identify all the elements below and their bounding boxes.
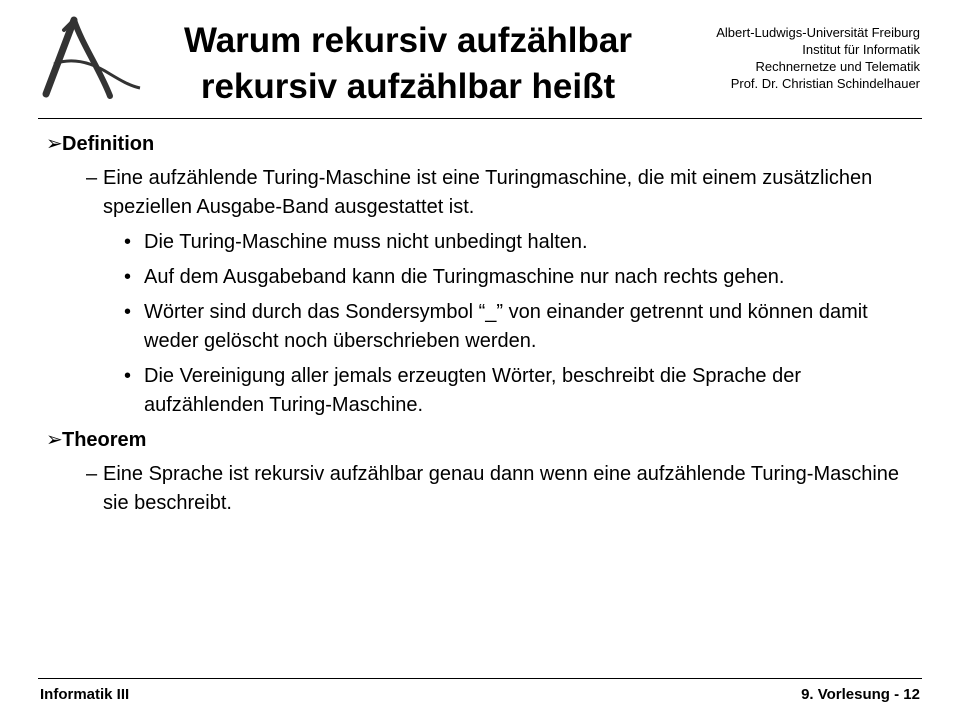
dot-bullet: • <box>124 231 132 253</box>
affiliation-group: Rechnernetze und Telematik <box>755 59 920 74</box>
university-logo <box>40 14 150 100</box>
sub-bullet-text: Wörter sind durch das Sondersymbol “_” von einander getrennt und können damit weder gelöscht noch überschrieben werden. <box>144 301 868 352</box>
dot-bullet: • <box>124 301 132 323</box>
affiliation-institute: Institut für Informatik <box>802 42 920 57</box>
section-heading-label: Definition <box>62 133 155 155</box>
affiliation-professor: Prof. Dr. Christian Schindelhauer <box>730 76 920 91</box>
theorem-item <box>46 460 926 518</box>
definition-item <box>46 164 926 222</box>
section-heading-definition <box>46 130 926 158</box>
dot-bullet: • <box>124 365 132 387</box>
arrow-bullet-icon: ➢ <box>46 133 63 155</box>
affiliation-block <box>640 24 920 92</box>
arrow-bullet-icon: ➢ <box>46 429 63 451</box>
sub-bullet <box>46 228 926 257</box>
title-line-2: rekursiv aufzählbar heißt <box>200 67 616 106</box>
footer-divider <box>38 678 922 679</box>
header-divider <box>38 118 922 119</box>
section-heading-label: Theorem <box>62 429 147 451</box>
dash-bullet: – <box>86 463 98 485</box>
dot-bullet: • <box>124 266 132 288</box>
footer-course: Informatik III <box>40 686 130 703</box>
dash-bullet: – <box>86 167 98 189</box>
sub-bullet-text: Die Turing-Maschine muss nicht unbedingt halten. <box>144 231 588 253</box>
slide-title <box>158 18 658 110</box>
sub-bullet-text: Auf dem Ausgabeband kann die Turingmaschine nur nach rechts gehen. <box>144 266 785 288</box>
title-line-1: Warum rekursiv aufzählbar <box>183 21 632 60</box>
sub-bullet <box>46 263 926 292</box>
affiliation-university: Albert-Ludwigs-Universität Freiburg <box>716 25 920 40</box>
sub-bullet <box>46 362 926 420</box>
theorem-text: Eine Sprache ist rekursiv aufzählbar genau dann wenn eine aufzählende Turing-Maschine sie beschreibt. <box>103 463 900 514</box>
slide-content <box>46 130 926 524</box>
definition-text: Eine aufzählende Turing-Maschine ist eine Turingmaschine, die mit einem zusätzlichen speziellen Ausgabe-Band ausgestattet ist. <box>103 167 873 218</box>
sub-bullet <box>46 298 926 356</box>
footer-lecture-page: 9. Vorlesung - 12 <box>801 686 920 703</box>
sub-bullet-text: Die Vereinigung aller jemals erzeugten Wörter, beschreibt die Sprache der aufzählenden Turing-Maschine. <box>144 365 802 416</box>
section-heading-theorem <box>46 426 926 454</box>
